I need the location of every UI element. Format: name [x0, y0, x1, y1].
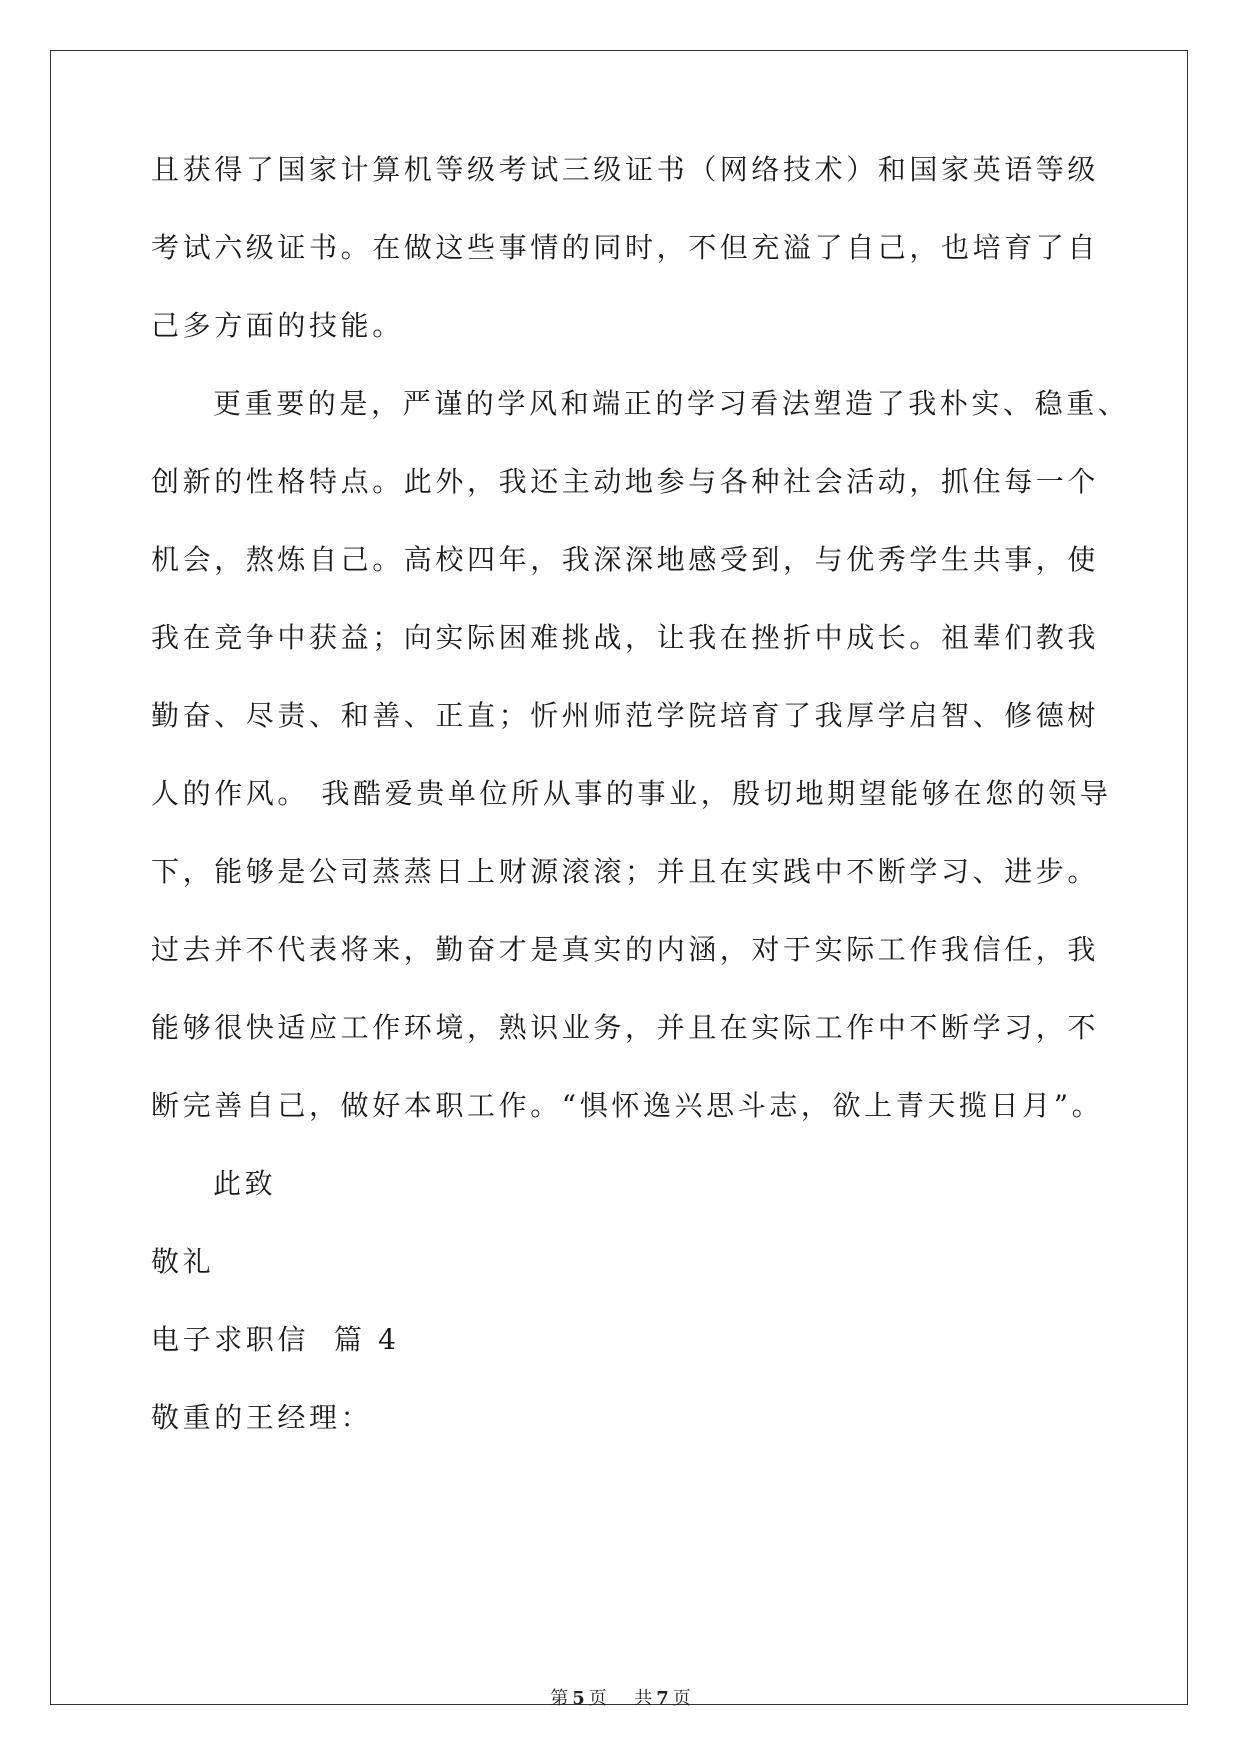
salute-line: 敬礼: [151, 1245, 215, 1278]
paragraph-line: 我在竞争中获益；向实际困难挑战，让我在挫折中成长。祖辈们教我: [151, 621, 1100, 654]
document-body: [151, 150, 1130, 1476]
paragraph-line: 且获得了国家计算机等级考试三级证书（网络技术）和国家英语等级: [151, 153, 1100, 186]
paragraph-line: 己多方面的技能。: [151, 309, 404, 342]
footer-page-number: 5: [572, 1688, 585, 1709]
footer-total-suffix: 页: [672, 1688, 691, 1709]
paragraph-line: 机会，熬炼自己。高校四年，我深深地感受到，与优秀学生共事，使: [151, 543, 1100, 576]
closing-line: 此致: [213, 1167, 277, 1200]
paragraph-line: 勤奋、尽责、和善、正直；忻州师范学院培育了我厚学启智、修德树: [151, 699, 1100, 732]
paragraph-line: 过去并不代表将来，勤奋才是真实的内涵，对于实际工作我信任，我: [151, 933, 1100, 966]
paragraph-line: 更重要的是，严谨的学风和端正的学习看法塑造了我朴实、稳重、: [213, 387, 1130, 420]
footer-total-prefix: 共: [634, 1688, 653, 1709]
footer-page-suffix: 页: [588, 1688, 607, 1709]
section-title: 电子求职信 篇 4: [151, 1323, 400, 1356]
footer-page-prefix: 第: [550, 1688, 569, 1709]
paragraph-line: 能够很快适应工作环境，熟识业务，并且在实际工作中不断学习，不: [151, 1011, 1100, 1044]
paragraph-line: 考试六级证书。在做这些事情的同时，不但充溢了自己，也培育了自: [151, 231, 1100, 264]
paragraph-line: 下，能够是公司蒸蒸日上财源滚滚；并且在实践中不断学习、进步。: [151, 855, 1100, 888]
paragraph-line: 断完善自己，做好本职工作。“惧怀逸兴思斗志，欲上青天揽日月”。: [151, 1089, 1104, 1122]
footer-total-number: 7: [656, 1688, 669, 1709]
paragraph-line: 创新的性格特点。此外，我还主动地参与各种社会活动，抓住每一个: [151, 465, 1100, 498]
greeting-line: 敬重的王经理：: [151, 1401, 373, 1434]
page-footer: [0, 1684, 1241, 1710]
paragraph-line: 人的作风。 我酷爱贵单位所从事的事业，殷切地期望能够在您的领导: [151, 777, 1112, 810]
